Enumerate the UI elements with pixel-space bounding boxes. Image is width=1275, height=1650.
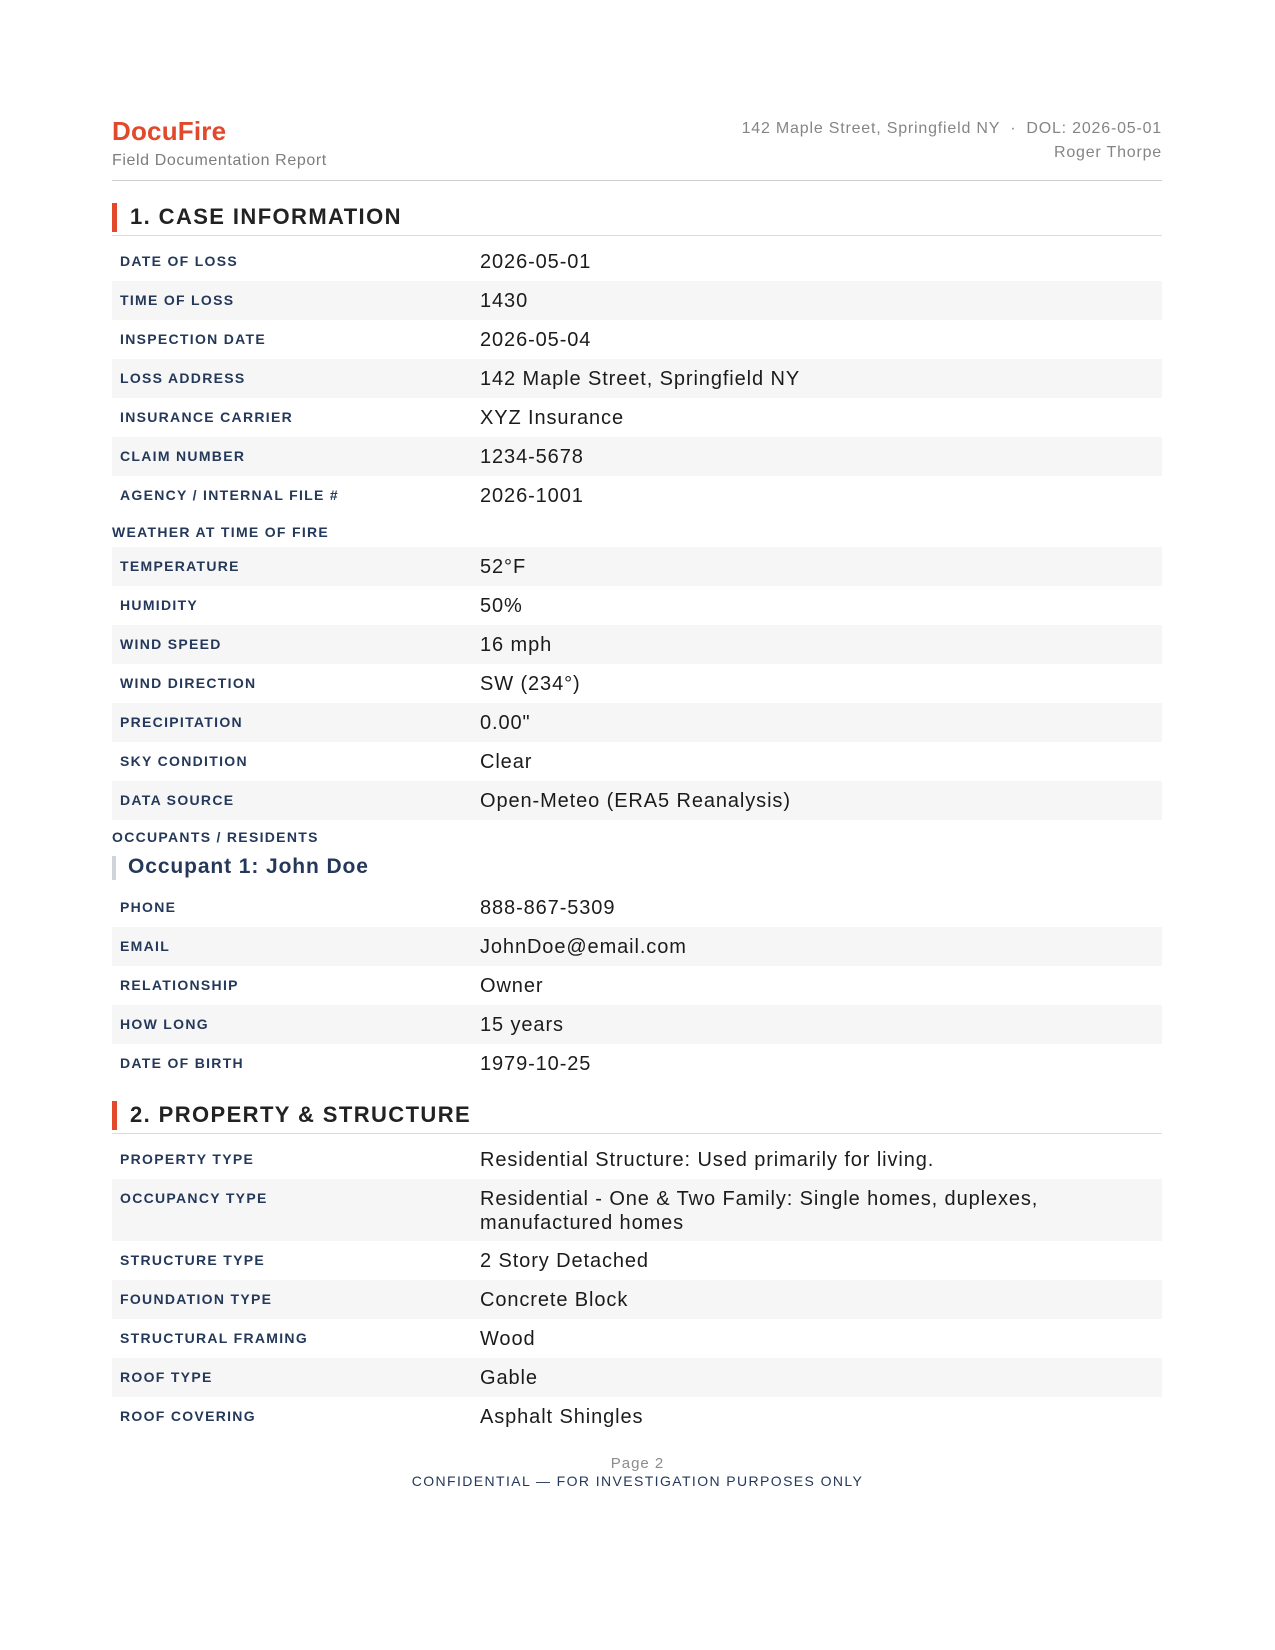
field-value: Open-Meteo (ERA5 Reanalysis) bbox=[480, 790, 791, 812]
table-row bbox=[112, 927, 1162, 966]
field-label: WIND DIRECTION bbox=[120, 675, 257, 691]
field-value: 15 years bbox=[480, 1014, 564, 1036]
field-value: JohnDoe@email.com bbox=[480, 936, 687, 958]
header-investigator: Roger Thorpe bbox=[1053, 144, 1162, 161]
field-label: STRUCTURAL FRAMING bbox=[120, 1330, 309, 1346]
table-row bbox=[112, 437, 1162, 476]
field-value: 2026-05-04 bbox=[480, 329, 592, 351]
header-meta bbox=[742, 117, 1162, 165]
field-value: 2 Story Detached bbox=[480, 1250, 649, 1272]
occupant-name: Occupant 1: John Doe bbox=[128, 855, 369, 878]
field-value: 52°F bbox=[480, 556, 527, 578]
field-label: INSURANCE CARRIER bbox=[120, 409, 293, 425]
table-row bbox=[112, 1241, 1162, 1280]
header-dol: DOL: 2026-05-01 bbox=[1026, 120, 1162, 137]
case-info-table bbox=[112, 242, 1162, 515]
section-heading: 1. CASE INFORMATION bbox=[130, 204, 402, 229]
field-label: STRUCTURE TYPE bbox=[120, 1252, 265, 1268]
table-row bbox=[112, 966, 1162, 1005]
table-row bbox=[112, 281, 1162, 320]
table-row bbox=[112, 1280, 1162, 1319]
table-row bbox=[112, 703, 1162, 742]
field-value: Concrete Block bbox=[480, 1289, 629, 1311]
field-label: RELATIONSHIP bbox=[120, 977, 239, 993]
occupant-accent-bar bbox=[112, 856, 116, 880]
table-row bbox=[112, 1179, 1162, 1241]
property-table bbox=[112, 1140, 1162, 1436]
table-row bbox=[112, 547, 1162, 586]
field-value: SW (234°) bbox=[480, 673, 581, 695]
section-title-case-information bbox=[112, 201, 1162, 236]
field-label: FOUNDATION TYPE bbox=[120, 1291, 273, 1307]
table-row bbox=[112, 320, 1162, 359]
report-subtitle: Field Documentation Report bbox=[112, 152, 327, 169]
field-value: Clear bbox=[480, 751, 533, 773]
weather-subheading: WEATHER AT TIME OF FIRE bbox=[112, 524, 330, 540]
table-row bbox=[112, 664, 1162, 703]
field-label: PHONE bbox=[120, 899, 177, 915]
table-row bbox=[112, 1140, 1162, 1179]
field-label: ROOF COVERING bbox=[120, 1408, 256, 1424]
field-label: TEMPERATURE bbox=[120, 558, 240, 574]
field-value: Residential - One & Two Family: Single homes, duplexes, manufactured homes bbox=[480, 1188, 1039, 1234]
weather-table bbox=[112, 547, 1162, 820]
field-value: 16 mph bbox=[480, 634, 553, 656]
field-label: OCCUPANCY TYPE bbox=[120, 1190, 268, 1206]
field-label: CLAIM NUMBER bbox=[120, 448, 246, 464]
field-value: Gable bbox=[480, 1367, 538, 1389]
field-label: AGENCY / INTERNAL FILE # bbox=[120, 487, 339, 503]
field-label: DATA SOURCE bbox=[120, 792, 235, 808]
table-row bbox=[112, 398, 1162, 437]
field-label: DATE OF BIRTH bbox=[120, 1055, 244, 1071]
table-row bbox=[112, 1358, 1162, 1397]
field-value: 142 Maple Street, Springfield NY bbox=[480, 368, 801, 390]
field-label: LOSS ADDRESS bbox=[120, 370, 246, 386]
field-value: 1979-10-25 bbox=[480, 1053, 592, 1075]
field-value: Residential Structure: Used primarily for living. bbox=[480, 1149, 935, 1171]
section-title-property-structure bbox=[112, 1099, 1162, 1134]
table-row bbox=[112, 1319, 1162, 1358]
field-label: EMAIL bbox=[120, 938, 171, 954]
table-row bbox=[112, 625, 1162, 664]
field-value: 1430 bbox=[480, 290, 529, 312]
occupant-table bbox=[112, 888, 1162, 1083]
table-row bbox=[112, 1397, 1162, 1436]
occupant-card-title bbox=[112, 852, 1162, 888]
table-row bbox=[112, 781, 1162, 820]
header-separator: · bbox=[1010, 120, 1017, 137]
report-header bbox=[112, 110, 1162, 181]
section-heading: 2. PROPERTY & STRUCTURE bbox=[130, 1102, 472, 1127]
field-label: WIND SPEED bbox=[120, 636, 222, 652]
field-label: HUMIDITY bbox=[120, 597, 199, 613]
table-row bbox=[112, 888, 1162, 927]
field-label: TIME OF LOSS bbox=[120, 292, 235, 308]
field-value: 1234-5678 bbox=[480, 446, 584, 468]
page-footer bbox=[0, 1455, 1275, 1489]
field-value: XYZ Insurance bbox=[480, 407, 624, 429]
brand-logo-text: DocuFire bbox=[112, 116, 227, 146]
field-value: 888-867-5309 bbox=[480, 897, 616, 919]
table-row bbox=[112, 1044, 1162, 1083]
field-label: SKY CONDITION bbox=[120, 753, 248, 769]
occupants-subheading: OCCUPANTS / RESIDENTS bbox=[112, 829, 319, 845]
table-row bbox=[112, 586, 1162, 625]
table-row bbox=[112, 359, 1162, 398]
header-meta-line bbox=[742, 117, 1162, 141]
report-page bbox=[112, 110, 1162, 1436]
field-label: HOW LONG bbox=[120, 1016, 209, 1032]
table-row bbox=[112, 742, 1162, 781]
field-label: PROPERTY TYPE bbox=[120, 1151, 255, 1167]
field-value: 50% bbox=[480, 595, 523, 617]
field-label: PRECIPITATION bbox=[120, 714, 243, 730]
field-value: Wood bbox=[480, 1328, 536, 1350]
field-value: 2026-05-01 bbox=[480, 251, 592, 273]
section-accent-bar bbox=[112, 1101, 117, 1130]
header-address: 142 Maple Street, Springfield NY bbox=[741, 120, 1001, 137]
field-label: DATE OF LOSS bbox=[120, 253, 239, 269]
field-value: 0.00" bbox=[480, 712, 531, 734]
table-row bbox=[112, 242, 1162, 281]
section-accent-bar bbox=[112, 203, 117, 232]
table-row bbox=[112, 1005, 1162, 1044]
confidentiality-notice: CONFIDENTIAL — FOR INVESTIGATION PURPOSES ONLY bbox=[411, 1473, 864, 1489]
page-number: Page 2 bbox=[610, 1455, 665, 1472]
field-value: Asphalt Shingles bbox=[480, 1406, 644, 1428]
table-row bbox=[112, 476, 1162, 515]
field-label: ROOF TYPE bbox=[120, 1369, 213, 1385]
field-value: 2026-1001 bbox=[480, 485, 584, 507]
field-label: INSPECTION DATE bbox=[120, 331, 267, 347]
field-value: Owner bbox=[480, 975, 544, 997]
